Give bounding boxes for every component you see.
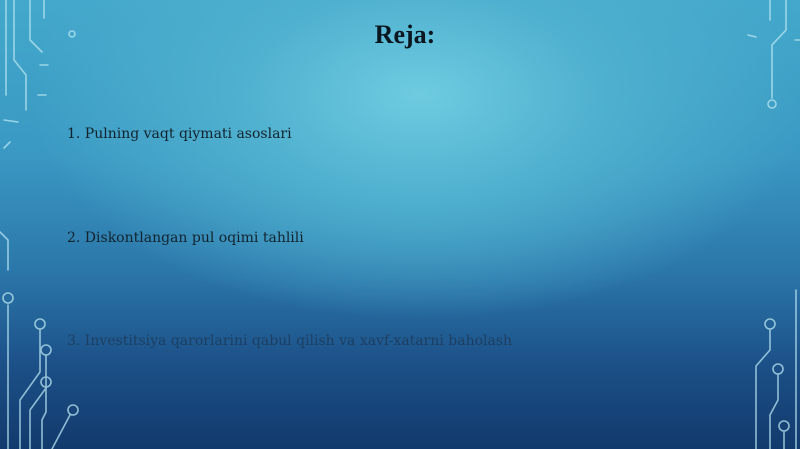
list-item: 2. Diskontlangan pul oqimi tahlili [67,230,304,246]
slide-title: Reja: [374,20,436,49]
list-item: 1. Pulning vaqt qiymati asoslari [67,126,292,142]
list-item: 3. Investitsiya qarorlarini qabul qilish va xavf-xatarni baholash [67,333,513,349]
